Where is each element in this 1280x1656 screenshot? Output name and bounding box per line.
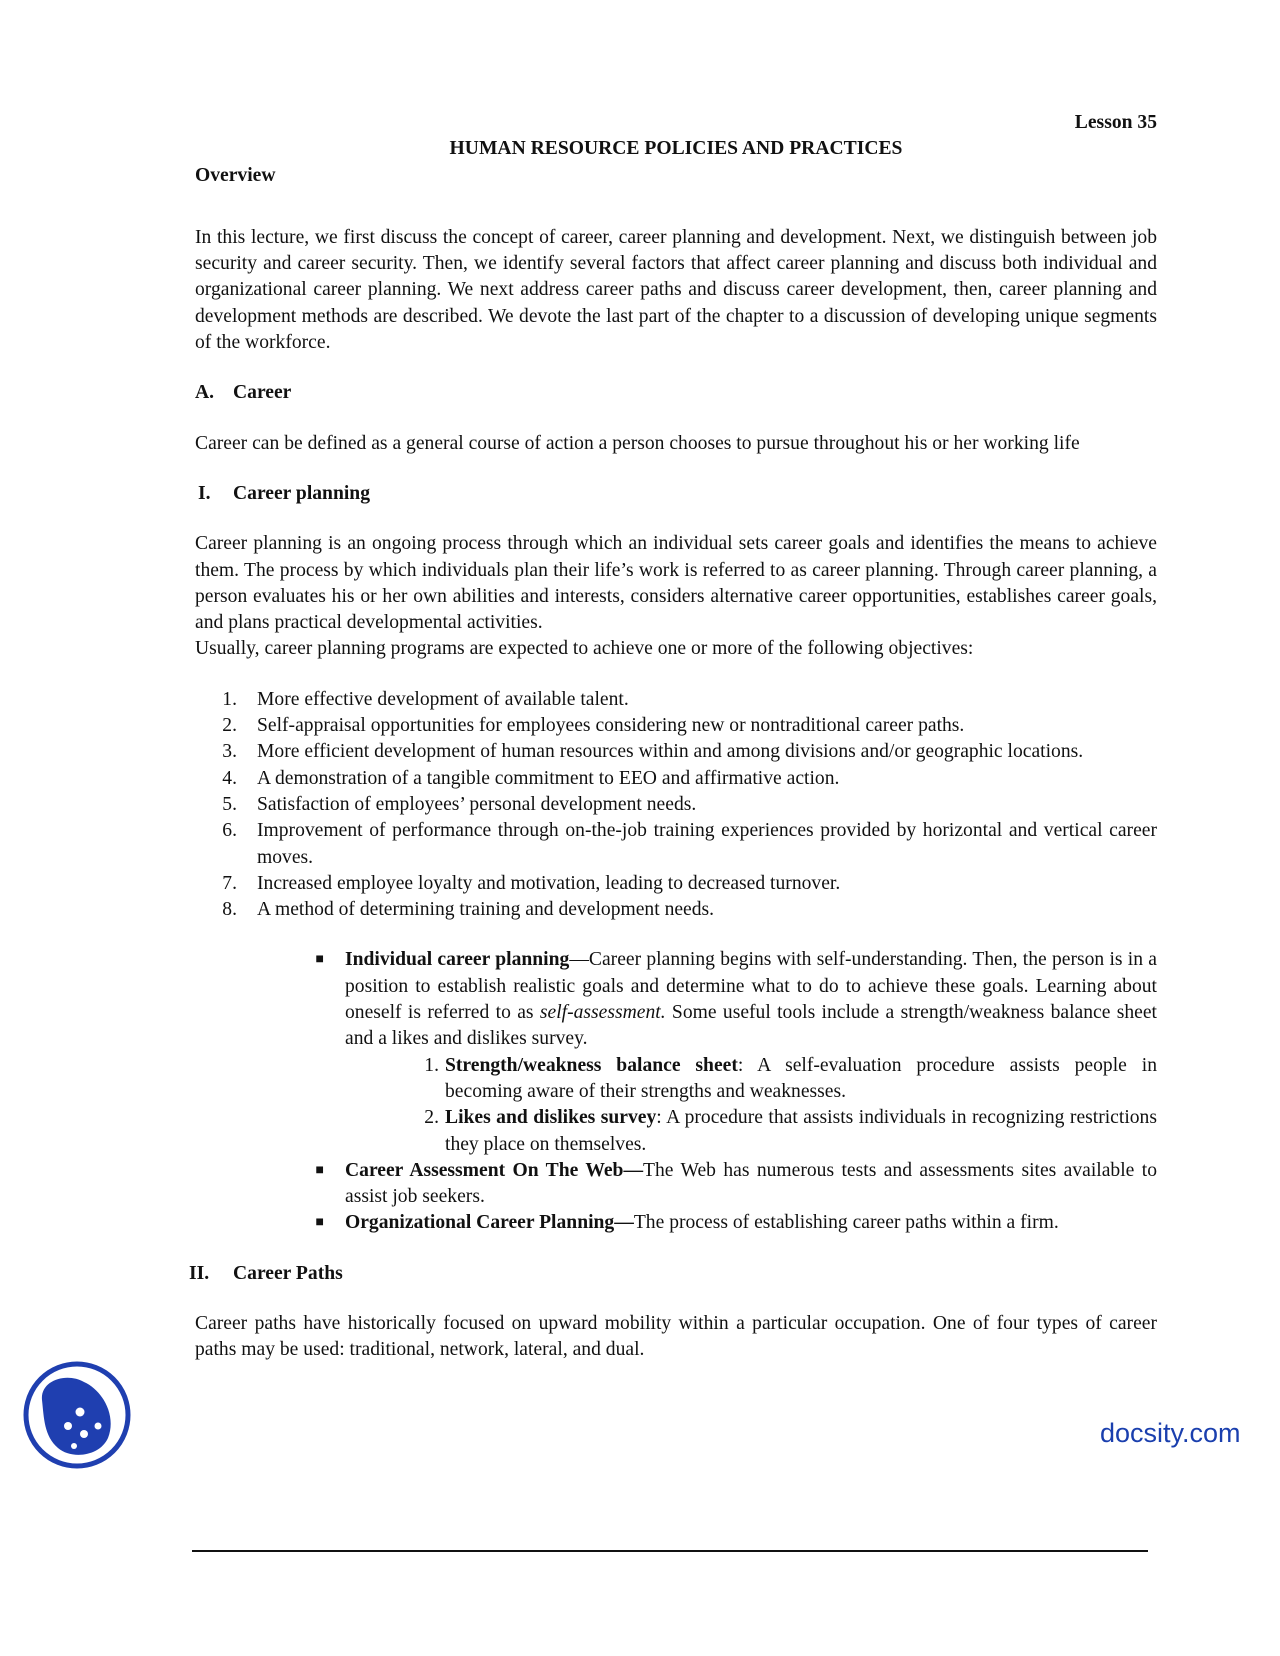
page-title: HUMAN RESOURCE POLICIES AND PRACTICES [449, 138, 903, 160]
list-item [195, 947, 1157, 1052]
objective-text: Improvement of performance through on-the-job training experiences provided by horizontal and vertical career moves. [257, 820, 1157, 868]
objective-item [195, 871, 1157, 897]
footer-divider [192, 1550, 1148, 1552]
org-text: The process of establishing career paths within a firm. [633, 1212, 1059, 1234]
planning-bullets [195, 947, 1157, 1236]
tool-item [423, 1053, 1157, 1106]
objective-item [195, 713, 1157, 739]
objective-text: Satisfaction of employees’ personal development needs. [257, 793, 697, 815]
objective-text: A method of determining training and development needs. [257, 899, 715, 921]
web-text: The Web has numerous tests and assessments sites available to assist job seekers. [345, 1159, 1157, 1208]
section-1-paragraph-2: Usually, career planning programs are expected to achieve one or more of the following objectives: [195, 638, 974, 660]
objective-number: 1. [222, 688, 237, 710]
section-a-heading [195, 380, 1157, 406]
objective-number: 7. [222, 872, 237, 894]
bullet-icon: ■ [315, 1162, 324, 1178]
tools-row [195, 1053, 1157, 1158]
self-assessment-term: self-assessment. [539, 1002, 666, 1024]
section-2-heading [189, 1261, 1157, 1287]
tool-text: : A self-evaluation procedure assists people in becoming aware of their strengths and weaknesses. [445, 1054, 1157, 1102]
tool-number: 2. [424, 1107, 439, 1129]
objective-item [195, 792, 1157, 818]
section-2-title: Career Paths [233, 1262, 343, 1284]
objectives-list [195, 687, 1157, 924]
section-a-paragraph: Career can be defined as a general course of action a person chooses to pursue throughout his or her working life [195, 432, 1080, 454]
web-label: Career Assessment On The Web— [345, 1159, 644, 1181]
objective-number: 3. [222, 741, 237, 763]
section-2-paragraph: Career paths have historically focused on upward mobility within a particular occupation. One of four types of career paths may be used: traditional, network, lateral, and dual. [195, 1312, 1157, 1361]
individual-text-2: Some useful tools include a strength/weakness balance sheet and a likes and dislikes survey. [345, 1002, 1157, 1050]
section-2-number: II. [189, 1262, 210, 1284]
individual-label: Individual career planning [345, 949, 570, 971]
list-item [195, 1210, 1157, 1236]
objective-number: 4. [222, 767, 237, 789]
tool-label: Likes and dislikes survey [445, 1107, 657, 1129]
objective-number: 2. [222, 715, 237, 737]
objective-item [195, 766, 1157, 792]
objective-text: A demonstration of a tangible commitment to EEO and affirmative action. [257, 767, 840, 789]
objective-number: 5. [222, 793, 237, 815]
individual-text [345, 949, 1157, 1049]
tool-number: 1. [424, 1054, 439, 1076]
objective-item [195, 818, 1157, 871]
docsity-logo-icon [22, 1360, 132, 1470]
objective-number: 6. [222, 820, 237, 842]
tools-list [423, 1053, 1157, 1158]
section-1-title: Career planning [233, 482, 370, 504]
section-1-number: I. [198, 482, 211, 504]
tool-item [423, 1105, 1157, 1158]
section-a-title: Career [233, 382, 292, 404]
docsity-brand[interactable]: docsity.com [1100, 1418, 1241, 1448]
tool-text: : A procedure that assists individuals in recognizing restrictions they place on themselves. [445, 1107, 1157, 1155]
overview-heading: Overview [195, 164, 276, 186]
section-1-heading [195, 481, 1157, 507]
list-item [195, 1158, 1157, 1211]
section-a-number: A. [195, 382, 215, 404]
intro-paragraph: In this lecture, we first discuss the concept of career, career planning and development. Next, we distinguish between job security and career security. Then, we identify several factors that affect career planning and discuss both individual and organizational career planning. We next address career paths and discuss career development, then, career planning and development methods are described. We devote the last part of the chapter to a discussion of developing unique segments of the workforce. [195, 226, 1157, 354]
lesson-number: Lesson 35 [1074, 112, 1157, 133]
objective-item [195, 897, 1157, 923]
bullet-icon: ■ [315, 952, 324, 968]
document-page [189, 110, 1157, 1364]
objective-item [195, 739, 1157, 765]
objective-text: Self-appraisal opportunities for employees considering new or nontraditional career paths. [257, 715, 965, 737]
section-1-paragraph: Career planning is an ongoing process through which an individual sets career goals and identifies the means to achieve them. The process by which individuals plan their life’s work is referred to as career planning. Through career planning, a person evaluates his or her own abilities and interests, considers alternative career opportunities, establishes career goals, and plans practical developmental activities. [195, 533, 1157, 634]
objective-text: More effective development of available talent. [257, 688, 629, 710]
objective-number: 8. [222, 899, 237, 921]
bullet-icon: ■ [315, 1215, 324, 1231]
objective-item [195, 687, 1157, 713]
objective-text: Increased employee loyalty and motivation, leading to decreased turnover. [257, 872, 841, 894]
objective-text: More efficient development of human resources within and among divisions and/or geographic locations. [257, 741, 1084, 763]
individual-text-1: —Career planning begins with self-understanding. Then, the person is in a position to establish realistic goals and determine what to do to achieve these goals. Learning about oneself is referred to as [345, 949, 1157, 1024]
org-label: Organizational Career Planning— [345, 1212, 634, 1234]
tool-label: Strength/weakness balance sheet [445, 1054, 738, 1076]
